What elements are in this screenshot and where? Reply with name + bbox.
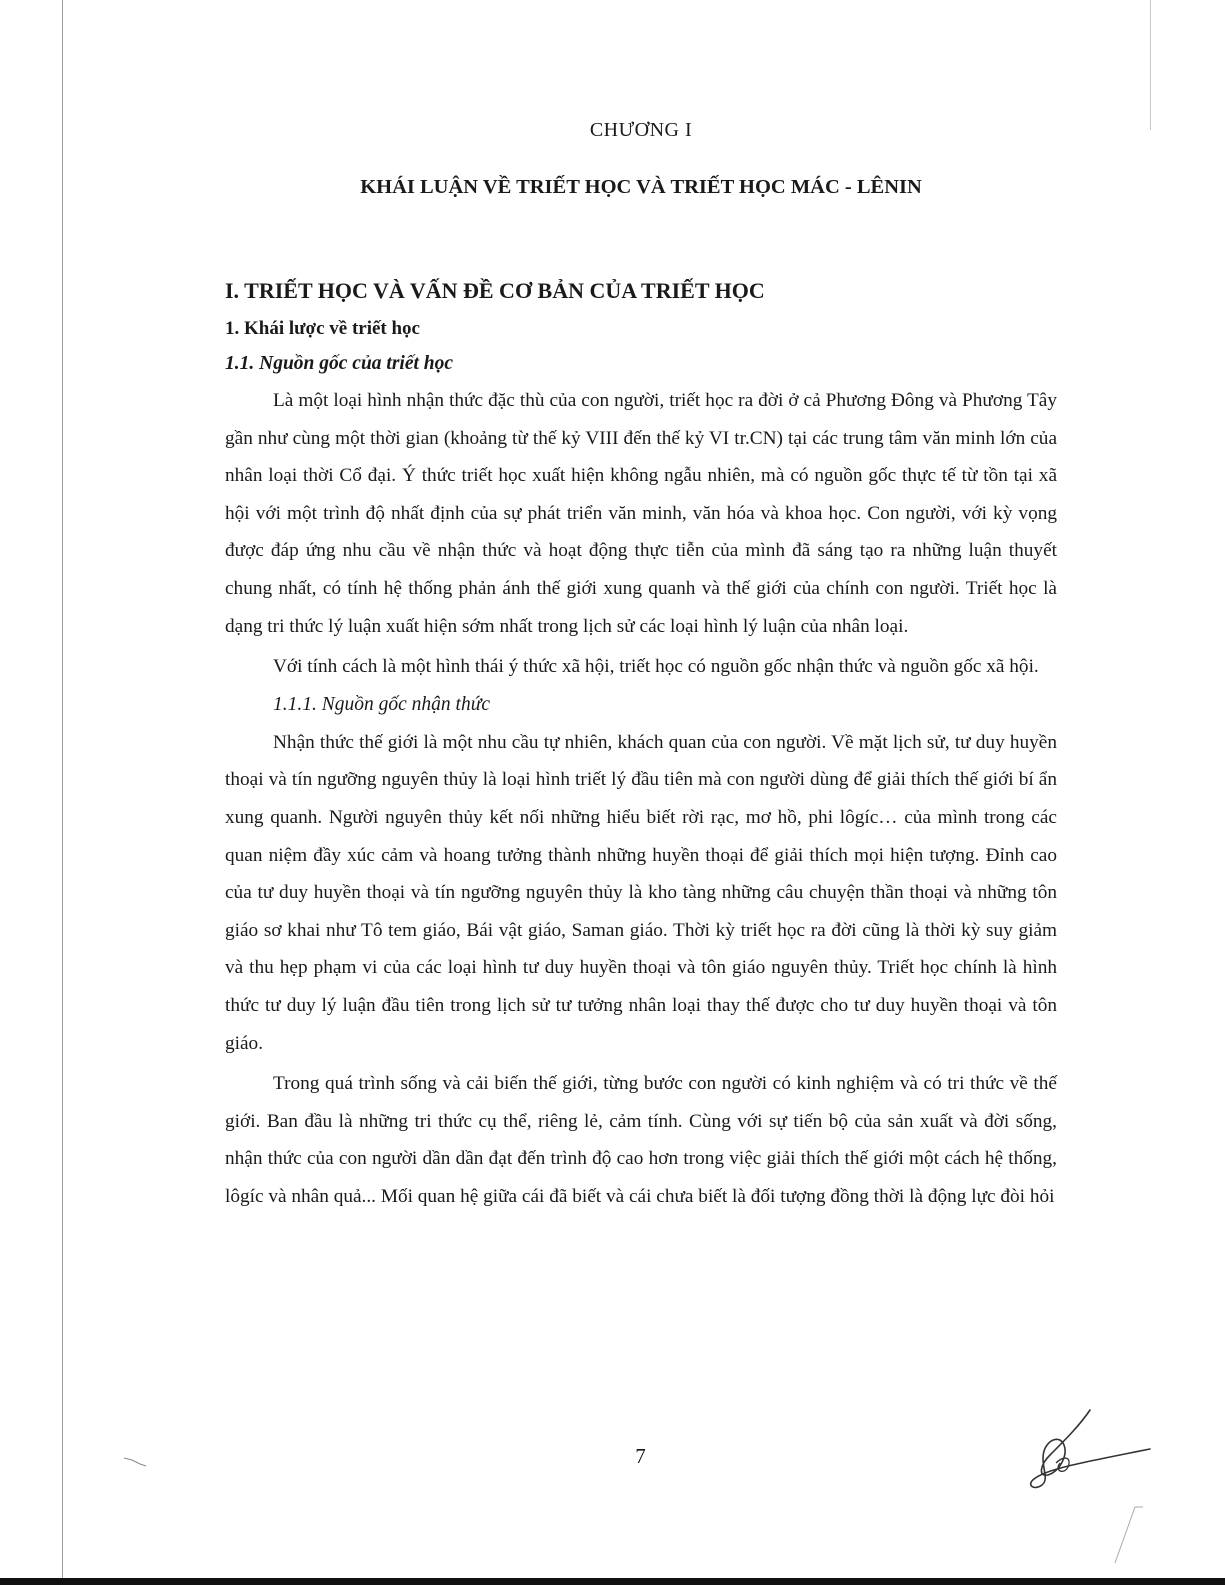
bottom-scan-border xyxy=(0,1578,1225,1585)
page-number: 7 xyxy=(635,1444,646,1468)
paragraph-1: Là một loại hình nhận thức đặc thù của con người, triết học ra đời ở cả Phương Đông và Phương Tây gần như cùng một thời gian (khoảng từ thế kỷ VIII đến thế kỷ VI tr.CN) tại các trung tâm văn minh lớn của nhân loại thời Cổ đại. Ý thức triết học xuất hiện không ngẫu nhiên, mà có nguồn gốc thực tế từ tồn tại xã hội với một trình độ nhất định của sự phát triển văn minh, văn hóa và khoa học. Con người, với kỳ vọng được đáp ứng nhu cầu về nhận thức và hoạt động thực tiễn của mình đã sáng tạo ra những luận thuyết chung nhất, có tính hệ thống phản ánh thế giới xung quanh và thế giới của chính con người. Triết học là dạng tri thức lý luận xuất hiện sớm nhất trong lịch sử các loại hình lý luận của nhân loại. xyxy=(225,390,1057,637)
chapter-title: KHÁI LUẬN VỀ TRIẾT HỌC VÀ TRIẾT HỌC MÁC - LÊNIN xyxy=(360,176,922,198)
paragraph-2: Với tính cách là một hình thái ý thức xã hội, triết học có nguồn gốc nhận thức và nguồn gốc xã hội. xyxy=(273,656,1039,678)
subsub-heading: 1.1. Nguồn gốc của triết học xyxy=(225,353,454,374)
paragraph-4: Trong quá trình sống và cải biến thế giới, từng bước con người có kinh nghiệm và có tri thức về thế giới. Ban đầu là những tri thức cụ thể, riêng lẻ, cảm tính. Cùng với sự tiến bộ của sản xuất và đời sống, nhận thức của con người dần dần đạt đến trình độ cao hơn trong việc giải thích thế giới một cách hệ thống, lôgíc và nhân quả... Mối quan hệ giữa cái đã biết và cái chưa biết là đối tượng đồng thời là động lực đòi hỏi xyxy=(225,1073,1057,1207)
chapter-label: CHƯƠNG I xyxy=(589,119,693,141)
scan-page-edge-right xyxy=(1150,0,1151,130)
paragraph-3: Nhận thức thế giới là một nhu cầu tự nhiên, khách quan của con người. Về mặt lịch sử, tư duy huyền thoại và tín ngưỡng nguyên thủy là loại hình triết lý đầu tiên mà con người dùng để giải thích thế giới bí ẩn xung quanh. Người nguyên thủy kết nối những hiểu biết rời rạc, mơ hồ, phi lôgíc… của mình trong các quan niệm đầy xúc cảm và hoang tưởng thành những huyền thoại để giải thích mọi hiện tượng. Đỉnh cao của tư duy huyền thoại và tín ngưỡng nguyên thủy là kho tàng những câu chuyện thần thoại và những tôn giáo sơ khai như Tô tem giáo, Bái vật giáo, Saman giáo. Thời kỳ triết học ra đời cũng là thời kỳ suy giảm và thu hẹp phạm vi của các loại hình tư duy huyền thoại và tôn giáo nguyên thủy. Triết học chính là hình thức tư duy lý luận đầu tiên trong lịch sử tư tưởng nhân loại thay thế được cho tư duy huyền thoại và tôn giáo. xyxy=(225,731,1057,1054)
sub-heading: 1. Khái lược về triết học xyxy=(225,318,420,339)
page-content xyxy=(225,113,1057,1215)
scan-page-edge xyxy=(62,0,63,1585)
signature-icon xyxy=(1020,1405,1160,1495)
scan-artifact-icon xyxy=(120,1450,150,1470)
scan-corner-mark-icon xyxy=(1105,1505,1145,1565)
section-heading: I. TRIẾT HỌC VÀ VẤN ĐỀ CƠ BẢN CỦA TRIẾT HỌC xyxy=(225,278,765,303)
heading-1-1-1: 1.1.1. Nguồn gốc nhận thức xyxy=(273,693,490,715)
